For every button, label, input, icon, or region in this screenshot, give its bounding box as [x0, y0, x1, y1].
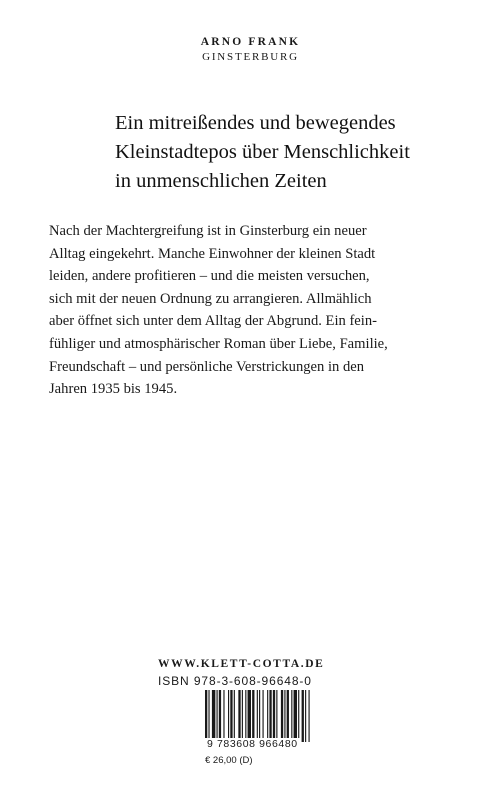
- tagline-line: in unmenschlichen Zeiten: [115, 170, 327, 192]
- blurb-line: aber öffnet sich unter dem Alltag der Abgrund. Ein fein-: [49, 313, 377, 330]
- author-name: ARNO FRANK: [200, 36, 301, 48]
- blurb: [49, 220, 469, 401]
- blurb-line: fühliger und atmosphärischer Roman über Liebe, Familie,: [49, 335, 388, 352]
- publisher-website: WWW.KLETT-COTTA.DE: [158, 658, 325, 670]
- blurb-line: Alltag eingekehrt. Manche Einwohner der kleinen Stadt: [49, 245, 376, 262]
- tagline-line: Ein mitreißendes und bewegendes: [115, 112, 396, 134]
- blurb-line: Nach der Machtergreifung ist in Ginsterburg ein neuer: [49, 223, 367, 239]
- blurb-line: leiden, andere profitieren – und die meisten versuchen,: [49, 268, 370, 285]
- blurb-line: Jahren 1935 bis 1945.: [49, 381, 178, 398]
- isbn-number: ISBN 978-3-608-96648-0: [158, 674, 312, 688]
- tagline: [115, 109, 455, 196]
- price: € 26,00 (D): [205, 755, 253, 766]
- barcode-digits: 9 783608 966480: [207, 738, 298, 750]
- blurb-line: sich mit der neuen Ordnung zu arrangieren. Allmählich: [49, 290, 372, 307]
- book-title: GINSTERBURG: [202, 51, 299, 63]
- tagline-line: Kleinstadtepos über Menschlichkeit: [115, 141, 410, 163]
- blurb-line: Freundschaft – und persönliche Verstrickungen in den: [49, 358, 365, 375]
